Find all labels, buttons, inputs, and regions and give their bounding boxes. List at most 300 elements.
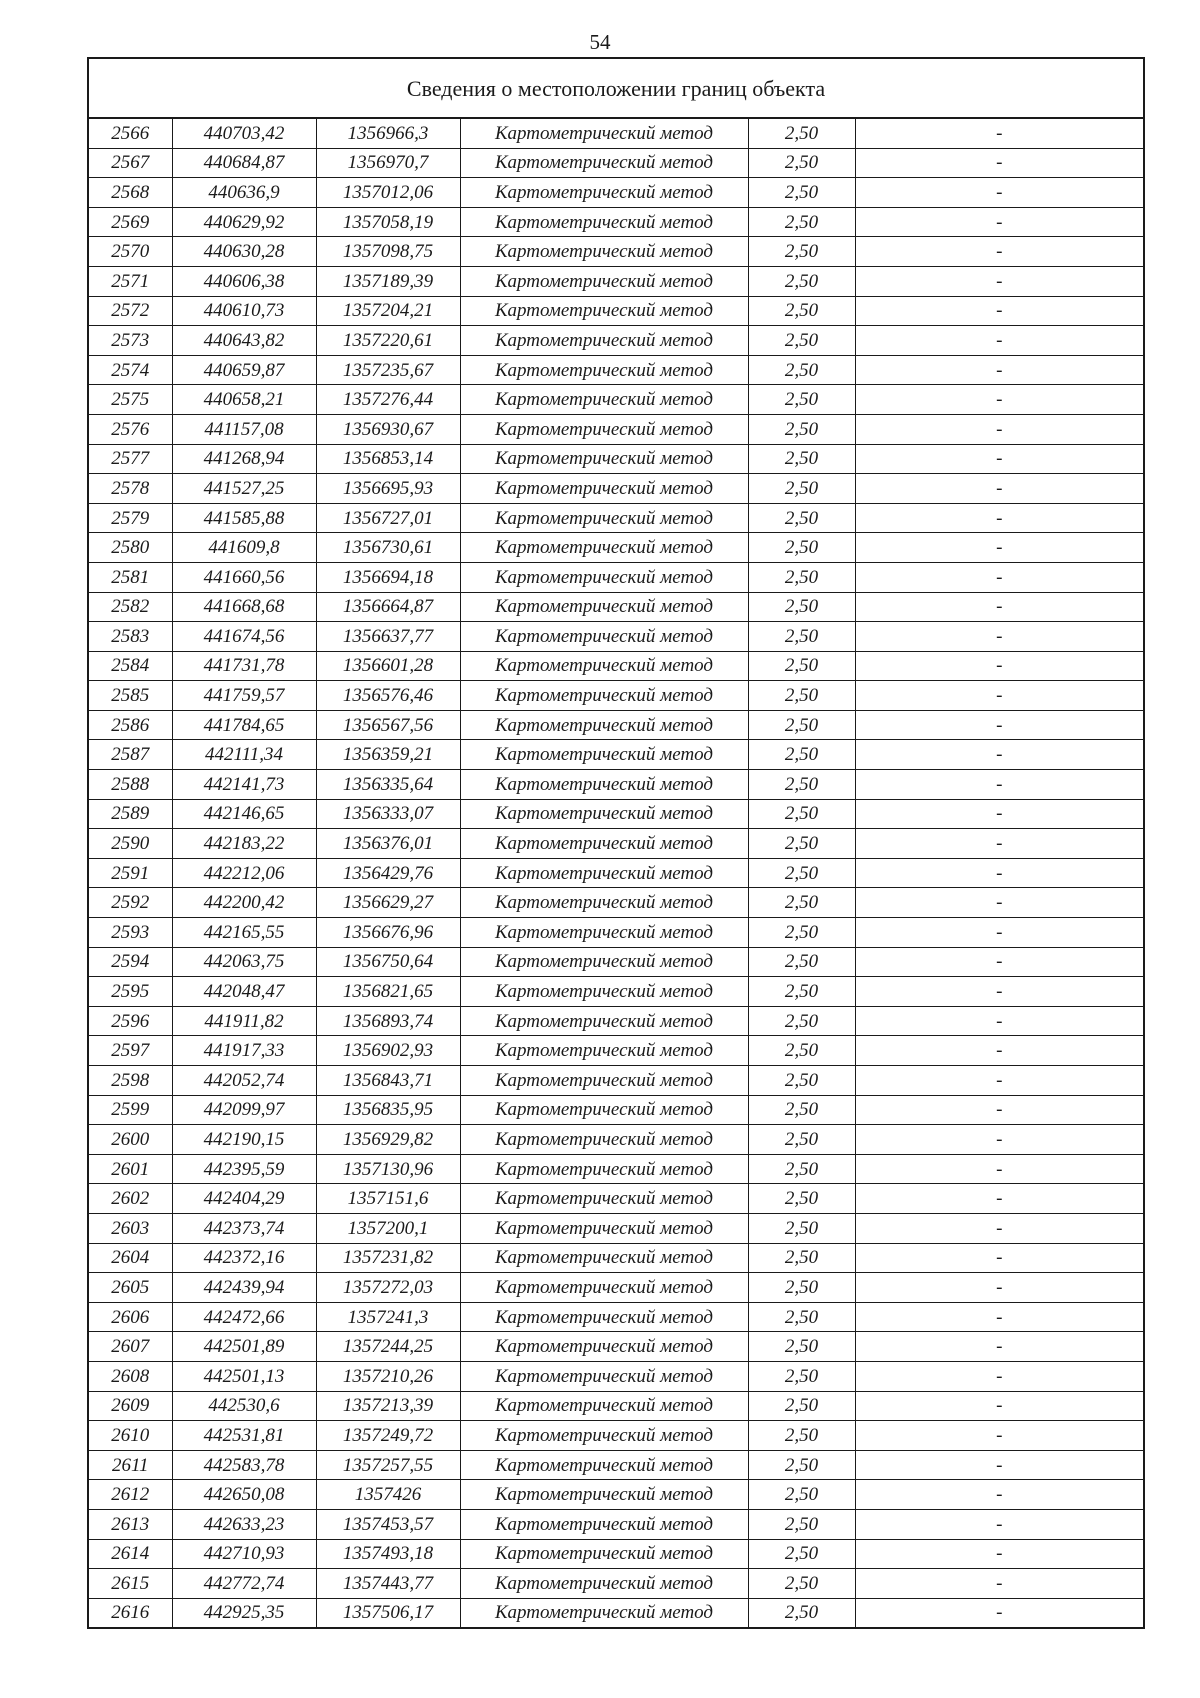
x-coordinate-cell: 440703,42 bbox=[172, 119, 316, 148]
point-number-cell: 2603 bbox=[89, 1213, 172, 1243]
point-number-cell: 2575 bbox=[89, 385, 172, 415]
error-cell: 2,50 bbox=[748, 1243, 855, 1273]
y-coordinate-cell: 1357012,06 bbox=[316, 178, 460, 208]
point-number-cell: 2601 bbox=[89, 1154, 172, 1184]
error-cell: 2,50 bbox=[748, 1421, 855, 1451]
point-number-cell: 2593 bbox=[89, 918, 172, 948]
error-cell: 2,50 bbox=[748, 651, 855, 681]
error-cell: 2,50 bbox=[748, 1509, 855, 1539]
error-cell: 2,50 bbox=[748, 829, 855, 859]
table-row bbox=[89, 947, 1143, 977]
description-cell: - bbox=[855, 414, 1143, 444]
table-row bbox=[89, 681, 1143, 711]
description-cell: - bbox=[855, 326, 1143, 356]
y-coordinate-cell: 1357098,75 bbox=[316, 237, 460, 267]
x-coordinate-cell: 441911,82 bbox=[172, 1006, 316, 1036]
description-cell: - bbox=[855, 1569, 1143, 1599]
table-row bbox=[89, 1213, 1143, 1243]
table-row bbox=[89, 1450, 1143, 1480]
point-number-cell: 2579 bbox=[89, 503, 172, 533]
point-number-cell: 2612 bbox=[89, 1480, 172, 1510]
error-cell: 2,50 bbox=[748, 1066, 855, 1096]
description-cell: - bbox=[855, 592, 1143, 622]
error-cell: 2,50 bbox=[748, 533, 855, 563]
error-cell: 2,50 bbox=[748, 237, 855, 267]
table-row bbox=[89, 1332, 1143, 1362]
y-coordinate-cell: 1356694,18 bbox=[316, 562, 460, 592]
table-row bbox=[89, 1569, 1143, 1599]
y-coordinate-cell: 1357058,19 bbox=[316, 207, 460, 237]
y-coordinate-cell: 1356835,95 bbox=[316, 1095, 460, 1125]
method-cell: Картометрический метод bbox=[460, 355, 748, 385]
description-cell: - bbox=[855, 1213, 1143, 1243]
y-coordinate-cell: 1356893,74 bbox=[316, 1006, 460, 1036]
method-cell: Картометрический метод bbox=[460, 1539, 748, 1569]
table-row bbox=[89, 503, 1143, 533]
x-coordinate-cell: 440606,38 bbox=[172, 266, 316, 296]
y-coordinate-cell: 1356821,65 bbox=[316, 977, 460, 1007]
method-cell: Картометрический метод bbox=[460, 1391, 748, 1421]
table-row bbox=[89, 533, 1143, 563]
y-coordinate-cell: 1357200,1 bbox=[316, 1213, 460, 1243]
point-number-cell: 2595 bbox=[89, 977, 172, 1007]
table-row bbox=[89, 592, 1143, 622]
method-cell: Картометрический метод bbox=[460, 326, 748, 356]
table-row bbox=[89, 710, 1143, 740]
description-cell: - bbox=[855, 1243, 1143, 1273]
error-cell: 2,50 bbox=[748, 858, 855, 888]
description-cell: - bbox=[855, 503, 1143, 533]
point-number-cell: 2581 bbox=[89, 562, 172, 592]
x-coordinate-cell: 441660,56 bbox=[172, 562, 316, 592]
error-cell: 2,50 bbox=[748, 148, 855, 178]
x-coordinate-cell: 441268,94 bbox=[172, 444, 316, 474]
description-cell: - bbox=[855, 1036, 1143, 1066]
description-cell: - bbox=[855, 1480, 1143, 1510]
description-cell: - bbox=[855, 1184, 1143, 1214]
point-number-cell: 2570 bbox=[89, 237, 172, 267]
y-coordinate-cell: 1357241,3 bbox=[316, 1302, 460, 1332]
point-number-cell: 2598 bbox=[89, 1066, 172, 1096]
method-cell: Картометрический метод bbox=[460, 237, 748, 267]
description-cell: - bbox=[855, 148, 1143, 178]
x-coordinate-cell: 442404,29 bbox=[172, 1184, 316, 1214]
x-coordinate-cell: 442530,6 bbox=[172, 1391, 316, 1421]
table-row bbox=[89, 1154, 1143, 1184]
description-cell: - bbox=[855, 710, 1143, 740]
point-number-cell: 2607 bbox=[89, 1332, 172, 1362]
method-cell: Картометрический метод bbox=[460, 562, 748, 592]
table-row bbox=[89, 266, 1143, 296]
method-cell: Картометрический метод bbox=[460, 207, 748, 237]
method-cell: Картометрический метод bbox=[460, 977, 748, 1007]
y-coordinate-cell: 1356664,87 bbox=[316, 592, 460, 622]
error-cell: 2,50 bbox=[748, 740, 855, 770]
method-cell: Картометрический метод bbox=[460, 1154, 748, 1184]
method-cell: Картометрический метод bbox=[460, 1006, 748, 1036]
y-coordinate-cell: 1357443,77 bbox=[316, 1569, 460, 1599]
description-cell: - bbox=[855, 1125, 1143, 1155]
y-coordinate-cell: 1356843,71 bbox=[316, 1066, 460, 1096]
table-row bbox=[89, 799, 1143, 829]
y-coordinate-cell: 1356601,28 bbox=[316, 651, 460, 681]
error-cell: 2,50 bbox=[748, 1184, 855, 1214]
error-cell: 2,50 bbox=[748, 1391, 855, 1421]
error-cell: 2,50 bbox=[748, 326, 855, 356]
point-number-cell: 2592 bbox=[89, 888, 172, 918]
description-cell: - bbox=[855, 1361, 1143, 1391]
point-number-cell: 2609 bbox=[89, 1391, 172, 1421]
table-row bbox=[89, 1509, 1143, 1539]
method-cell: Картометрический метод bbox=[460, 148, 748, 178]
error-cell: 2,50 bbox=[748, 1598, 855, 1627]
y-coordinate-cell: 1356695,93 bbox=[316, 474, 460, 504]
method-cell: Картометрический метод bbox=[460, 1450, 748, 1480]
description-cell: - bbox=[855, 888, 1143, 918]
description-cell: - bbox=[855, 1302, 1143, 1332]
table-row bbox=[89, 414, 1143, 444]
method-cell: Картометрический метод bbox=[460, 799, 748, 829]
y-coordinate-cell: 1357213,39 bbox=[316, 1391, 460, 1421]
y-coordinate-cell: 1356576,46 bbox=[316, 681, 460, 711]
error-cell: 2,50 bbox=[748, 710, 855, 740]
point-number-cell: 2571 bbox=[89, 266, 172, 296]
table-row bbox=[89, 385, 1143, 415]
table-row bbox=[89, 178, 1143, 208]
x-coordinate-cell: 440630,28 bbox=[172, 237, 316, 267]
x-coordinate-cell: 441668,68 bbox=[172, 592, 316, 622]
error-cell: 2,50 bbox=[748, 1125, 855, 1155]
description-cell: - bbox=[855, 444, 1143, 474]
method-cell: Картометрический метод bbox=[460, 1421, 748, 1451]
table-row bbox=[89, 888, 1143, 918]
description-cell: - bbox=[855, 1509, 1143, 1539]
description-cell: - bbox=[855, 918, 1143, 948]
method-cell: Картометрический метод bbox=[460, 1480, 748, 1510]
table-row bbox=[89, 1243, 1143, 1273]
method-cell: Картометрический метод bbox=[460, 296, 748, 326]
error-cell: 2,50 bbox=[748, 119, 855, 148]
point-number-cell: 2613 bbox=[89, 1509, 172, 1539]
y-coordinate-cell: 1357235,67 bbox=[316, 355, 460, 385]
x-coordinate-cell: 442200,42 bbox=[172, 888, 316, 918]
error-cell: 2,50 bbox=[748, 592, 855, 622]
x-coordinate-cell: 442190,15 bbox=[172, 1125, 316, 1155]
method-cell: Картометрический метод bbox=[460, 1243, 748, 1273]
x-coordinate-cell: 442501,89 bbox=[172, 1332, 316, 1362]
table-row bbox=[89, 1273, 1143, 1303]
error-cell: 2,50 bbox=[748, 385, 855, 415]
description-cell: - bbox=[855, 681, 1143, 711]
point-number-cell: 2574 bbox=[89, 355, 172, 385]
table-row bbox=[89, 207, 1143, 237]
y-coordinate-cell: 1356359,21 bbox=[316, 740, 460, 770]
point-number-cell: 2580 bbox=[89, 533, 172, 563]
description-cell: - bbox=[855, 355, 1143, 385]
method-cell: Картометрический метод bbox=[460, 888, 748, 918]
error-cell: 2,50 bbox=[748, 1332, 855, 1362]
point-number-cell: 2587 bbox=[89, 740, 172, 770]
table-row bbox=[89, 1095, 1143, 1125]
x-coordinate-cell: 440636,9 bbox=[172, 178, 316, 208]
point-number-cell: 2602 bbox=[89, 1184, 172, 1214]
table-row bbox=[89, 474, 1143, 504]
x-coordinate-cell: 440658,21 bbox=[172, 385, 316, 415]
method-cell: Картометрический метод bbox=[460, 444, 748, 474]
x-coordinate-cell: 441609,8 bbox=[172, 533, 316, 563]
point-number-cell: 2590 bbox=[89, 829, 172, 859]
y-coordinate-cell: 1357453,57 bbox=[316, 1509, 460, 1539]
x-coordinate-cell: 442099,97 bbox=[172, 1095, 316, 1125]
point-number-cell: 2586 bbox=[89, 710, 172, 740]
description-cell: - bbox=[855, 1006, 1143, 1036]
table-row bbox=[89, 770, 1143, 800]
method-cell: Картометрический метод bbox=[460, 414, 748, 444]
method-cell: Картометрический метод bbox=[460, 119, 748, 148]
x-coordinate-cell: 441784,65 bbox=[172, 710, 316, 740]
description-cell: - bbox=[855, 947, 1143, 977]
point-number-cell: 2605 bbox=[89, 1273, 172, 1303]
method-cell: Картометрический метод bbox=[460, 1184, 748, 1214]
table-row bbox=[89, 651, 1143, 681]
y-coordinate-cell: 1356750,64 bbox=[316, 947, 460, 977]
method-cell: Картометрический метод bbox=[460, 740, 748, 770]
method-cell: Картометрический метод bbox=[460, 1095, 748, 1125]
point-number-cell: 2611 bbox=[89, 1450, 172, 1480]
y-coordinate-cell: 1357276,44 bbox=[316, 385, 460, 415]
table-row bbox=[89, 858, 1143, 888]
method-cell: Картометрический метод bbox=[460, 1332, 748, 1362]
table-row bbox=[89, 918, 1143, 948]
x-coordinate-cell: 442439,94 bbox=[172, 1273, 316, 1303]
point-number-cell: 2608 bbox=[89, 1361, 172, 1391]
error-cell: 2,50 bbox=[748, 622, 855, 652]
x-coordinate-cell: 442212,06 bbox=[172, 858, 316, 888]
y-coordinate-cell: 1356929,82 bbox=[316, 1125, 460, 1155]
x-coordinate-cell: 442472,66 bbox=[172, 1302, 316, 1332]
x-coordinate-cell: 442373,74 bbox=[172, 1213, 316, 1243]
y-coordinate-cell: 1356676,96 bbox=[316, 918, 460, 948]
error-cell: 2,50 bbox=[748, 1302, 855, 1332]
description-cell: - bbox=[855, 1450, 1143, 1480]
x-coordinate-cell: 442633,23 bbox=[172, 1509, 316, 1539]
y-coordinate-cell: 1356930,67 bbox=[316, 414, 460, 444]
table-row bbox=[89, 562, 1143, 592]
y-coordinate-cell: 1356853,14 bbox=[316, 444, 460, 474]
table-row bbox=[89, 1391, 1143, 1421]
y-coordinate-cell: 1357506,17 bbox=[316, 1598, 460, 1627]
page-number: 54 bbox=[589, 30, 611, 54]
method-cell: Картометрический метод bbox=[460, 770, 748, 800]
point-number-cell: 2616 bbox=[89, 1598, 172, 1627]
description-cell: - bbox=[855, 977, 1143, 1007]
table-row bbox=[89, 829, 1143, 859]
table-row bbox=[89, 1480, 1143, 1510]
point-number-cell: 2588 bbox=[89, 770, 172, 800]
description-cell: - bbox=[855, 178, 1143, 208]
point-number-cell: 2610 bbox=[89, 1421, 172, 1451]
method-cell: Картометрический метод bbox=[460, 1213, 748, 1243]
table-row bbox=[89, 1302, 1143, 1332]
y-coordinate-cell: 1356335,64 bbox=[316, 770, 460, 800]
error-cell: 2,50 bbox=[748, 888, 855, 918]
method-cell: Картометрический метод bbox=[460, 681, 748, 711]
method-cell: Картометрический метод bbox=[460, 858, 748, 888]
boundary-coordinates-table bbox=[87, 57, 1145, 1629]
point-number-cell: 2585 bbox=[89, 681, 172, 711]
y-coordinate-cell: 1357189,39 bbox=[316, 266, 460, 296]
table-title: Сведения о местоположении границ объекта bbox=[89, 59, 1143, 119]
table-row bbox=[89, 977, 1143, 1007]
y-coordinate-cell: 1357210,26 bbox=[316, 1361, 460, 1391]
y-coordinate-cell: 1357231,82 bbox=[316, 1243, 460, 1273]
table-row bbox=[89, 1036, 1143, 1066]
coordinates-grid bbox=[89, 119, 1143, 1627]
point-number-cell: 2600 bbox=[89, 1125, 172, 1155]
x-coordinate-cell: 442141,73 bbox=[172, 770, 316, 800]
error-cell: 2,50 bbox=[748, 296, 855, 326]
x-coordinate-cell: 442052,74 bbox=[172, 1066, 316, 1096]
table-row bbox=[89, 326, 1143, 356]
error-cell: 2,50 bbox=[748, 355, 855, 385]
table-row bbox=[89, 1184, 1143, 1214]
x-coordinate-cell: 440629,92 bbox=[172, 207, 316, 237]
method-cell: Картометрический метод bbox=[460, 1066, 748, 1096]
method-cell: Картометрический метод bbox=[460, 651, 748, 681]
x-coordinate-cell: 441527,25 bbox=[172, 474, 316, 504]
description-cell: - bbox=[855, 858, 1143, 888]
method-cell: Картометрический метод bbox=[460, 622, 748, 652]
point-number-cell: 2576 bbox=[89, 414, 172, 444]
x-coordinate-cell: 441674,56 bbox=[172, 622, 316, 652]
table-row bbox=[89, 296, 1143, 326]
table-body bbox=[89, 119, 1143, 1627]
point-number-cell: 2604 bbox=[89, 1243, 172, 1273]
description-cell: - bbox=[855, 1598, 1143, 1627]
point-number-cell: 2567 bbox=[89, 148, 172, 178]
x-coordinate-cell: 442531,81 bbox=[172, 1421, 316, 1451]
error-cell: 2,50 bbox=[748, 503, 855, 533]
point-number-cell: 2596 bbox=[89, 1006, 172, 1036]
description-cell: - bbox=[855, 533, 1143, 563]
table-row bbox=[89, 1006, 1143, 1036]
x-coordinate-cell: 442048,47 bbox=[172, 977, 316, 1007]
point-number-cell: 2583 bbox=[89, 622, 172, 652]
point-number-cell: 2599 bbox=[89, 1095, 172, 1125]
point-number-cell: 2578 bbox=[89, 474, 172, 504]
point-number-cell: 2584 bbox=[89, 651, 172, 681]
description-cell: - bbox=[855, 770, 1143, 800]
description-cell: - bbox=[855, 651, 1143, 681]
error-cell: 2,50 bbox=[748, 1273, 855, 1303]
method-cell: Картометрический метод bbox=[460, 1036, 748, 1066]
x-coordinate-cell: 440643,82 bbox=[172, 326, 316, 356]
description-cell: - bbox=[855, 562, 1143, 592]
description-cell: - bbox=[855, 740, 1143, 770]
error-cell: 2,50 bbox=[748, 266, 855, 296]
y-coordinate-cell: 1357249,72 bbox=[316, 1421, 460, 1451]
description-cell: - bbox=[855, 829, 1143, 859]
table-row bbox=[89, 1125, 1143, 1155]
table-row bbox=[89, 740, 1143, 770]
description-cell: - bbox=[855, 1095, 1143, 1125]
error-cell: 2,50 bbox=[748, 918, 855, 948]
x-coordinate-cell: 441917,33 bbox=[172, 1036, 316, 1066]
y-coordinate-cell: 1356567,56 bbox=[316, 710, 460, 740]
error-cell: 2,50 bbox=[748, 1450, 855, 1480]
description-cell: - bbox=[855, 1154, 1143, 1184]
point-number-cell: 2569 bbox=[89, 207, 172, 237]
x-coordinate-cell: 442165,55 bbox=[172, 918, 316, 948]
description-cell: - bbox=[855, 1539, 1143, 1569]
table-row bbox=[89, 119, 1143, 148]
error-cell: 2,50 bbox=[748, 444, 855, 474]
x-coordinate-cell: 442146,65 bbox=[172, 799, 316, 829]
error-cell: 2,50 bbox=[748, 770, 855, 800]
table-row bbox=[89, 237, 1143, 267]
error-cell: 2,50 bbox=[748, 1539, 855, 1569]
x-coordinate-cell: 442395,59 bbox=[172, 1154, 316, 1184]
point-number-cell: 2566 bbox=[89, 119, 172, 148]
point-number-cell: 2568 bbox=[89, 178, 172, 208]
error-cell: 2,50 bbox=[748, 1154, 855, 1184]
x-coordinate-cell: 441731,78 bbox=[172, 651, 316, 681]
point-number-cell: 2591 bbox=[89, 858, 172, 888]
table-row bbox=[89, 1066, 1143, 1096]
y-coordinate-cell: 1357426 bbox=[316, 1480, 460, 1510]
x-coordinate-cell: 442501,13 bbox=[172, 1361, 316, 1391]
description-cell: - bbox=[855, 1421, 1143, 1451]
error-cell: 2,50 bbox=[748, 414, 855, 444]
x-coordinate-cell: 442372,16 bbox=[172, 1243, 316, 1273]
description-cell: - bbox=[855, 207, 1143, 237]
table-row bbox=[89, 1539, 1143, 1569]
method-cell: Картометрический метод bbox=[460, 710, 748, 740]
description-cell: - bbox=[855, 1066, 1143, 1096]
description-cell: - bbox=[855, 474, 1143, 504]
error-cell: 2,50 bbox=[748, 799, 855, 829]
y-coordinate-cell: 1356333,07 bbox=[316, 799, 460, 829]
description-cell: - bbox=[855, 266, 1143, 296]
y-coordinate-cell: 1356970,7 bbox=[316, 148, 460, 178]
x-coordinate-cell: 442710,93 bbox=[172, 1539, 316, 1569]
method-cell: Картометрический метод bbox=[460, 918, 748, 948]
method-cell: Картометрический метод bbox=[460, 1509, 748, 1539]
method-cell: Картометрический метод bbox=[460, 178, 748, 208]
method-cell: Картометрический метод bbox=[460, 533, 748, 563]
table-row bbox=[89, 1421, 1143, 1451]
table-row bbox=[89, 1361, 1143, 1391]
x-coordinate-cell: 442583,78 bbox=[172, 1450, 316, 1480]
y-coordinate-cell: 1356966,3 bbox=[316, 119, 460, 148]
error-cell: 2,50 bbox=[748, 207, 855, 237]
y-coordinate-cell: 1356429,76 bbox=[316, 858, 460, 888]
method-cell: Картометрический метод bbox=[460, 503, 748, 533]
y-coordinate-cell: 1356376,01 bbox=[316, 829, 460, 859]
table-row bbox=[89, 355, 1143, 385]
error-cell: 2,50 bbox=[748, 562, 855, 592]
method-cell: Картометрический метод bbox=[460, 592, 748, 622]
error-cell: 2,50 bbox=[748, 977, 855, 1007]
error-cell: 2,50 bbox=[748, 1480, 855, 1510]
description-cell: - bbox=[855, 1273, 1143, 1303]
table-row bbox=[89, 622, 1143, 652]
point-number-cell: 2614 bbox=[89, 1539, 172, 1569]
x-coordinate-cell: 442925,35 bbox=[172, 1598, 316, 1627]
error-cell: 2,50 bbox=[748, 1095, 855, 1125]
x-coordinate-cell: 440659,87 bbox=[172, 355, 316, 385]
x-coordinate-cell: 440610,73 bbox=[172, 296, 316, 326]
